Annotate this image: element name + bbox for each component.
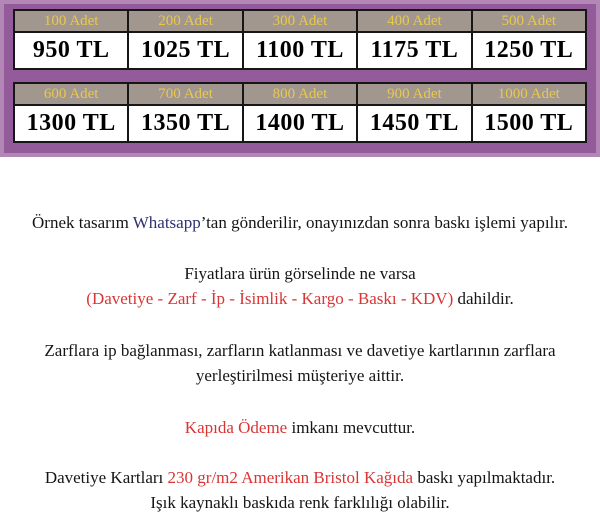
note-color-difference: Işık kaynaklı baskıda renk farklılığı olabilir. (150, 493, 450, 512)
note-paper-post: baskı yapılmaktadır. (413, 468, 556, 487)
note-envelope-prep: Zarflara ip bağlanması, zarfların katlanması ve davetiye kartlarının zarflara yerleştirilmesi müşteriye aittir. (44, 341, 556, 385)
quantity-header-cell: 800 Adet (243, 83, 357, 105)
note-cash-on-delivery (0, 415, 600, 440)
price-table-2 (13, 82, 587, 143)
price-row (14, 105, 586, 142)
note-sample-pre: Örnek tasarım (32, 213, 133, 232)
price-cell: 950 TL (14, 32, 128, 69)
quantity-header-cell: 500 Adet (472, 10, 586, 32)
note-includes-black: dahildir. (453, 289, 514, 308)
quantity-header-cell: 1000 Adet (472, 83, 586, 105)
quantity-header-cell: 300 Adet (243, 10, 357, 32)
price-cell: 1175 TL (357, 32, 471, 69)
quantity-header-cell: 100 Adet (14, 10, 128, 32)
price-cell: 1100 TL (243, 32, 357, 69)
note-includes-red: (Davetiye - Zarf - İp - İsimlik - Kargo - Baskı - KDV) (86, 289, 454, 308)
quantity-header-row (14, 10, 586, 32)
quantity-header-cell: 400 Adet (357, 10, 471, 32)
quantity-header-cell: 900 Adet (357, 83, 471, 105)
note-cod-red: Kapıda Ödeme (184, 418, 288, 437)
price-cell: 1450 TL (357, 105, 471, 142)
price-cell: 1025 TL (128, 32, 242, 69)
quantity-header-cell: 200 Adet (128, 10, 242, 32)
price-cell: 1400 TL (243, 105, 357, 142)
note-paper-red: 230 gr/m2 Amerikan Bristol Kağıda (167, 468, 414, 487)
price-cell: 1300 TL (14, 105, 128, 142)
quantity-header-cell: 700 Adet (128, 83, 242, 105)
price-cell: 1250 TL (472, 32, 586, 69)
quantity-header-row (14, 83, 586, 105)
note-sample-post: ’tan gönderilir, onayınızdan sonra baskı işlemi yapılır. (200, 213, 568, 232)
price-table-1 (13, 9, 587, 70)
pricing-banner (0, 0, 600, 157)
info-notes (0, 210, 600, 515)
price-cell: 1500 TL (472, 105, 586, 142)
note-sample-design (0, 210, 600, 235)
note-includes-intro: Fiyatlara ürün görselinde ne varsa (184, 264, 416, 283)
quantity-header-cell: 600 Adet (14, 83, 128, 105)
price-cell: 1350 TL (128, 105, 242, 142)
note-paper-type (0, 465, 600, 490)
note-cod-black: imkanı mevcuttur. (287, 418, 416, 437)
whatsapp-brand-text: Whatsapp (132, 213, 201, 232)
note-includes-list (0, 286, 600, 311)
note-paper-pre: Davetiye Kartları (44, 468, 168, 487)
price-row (14, 32, 586, 69)
